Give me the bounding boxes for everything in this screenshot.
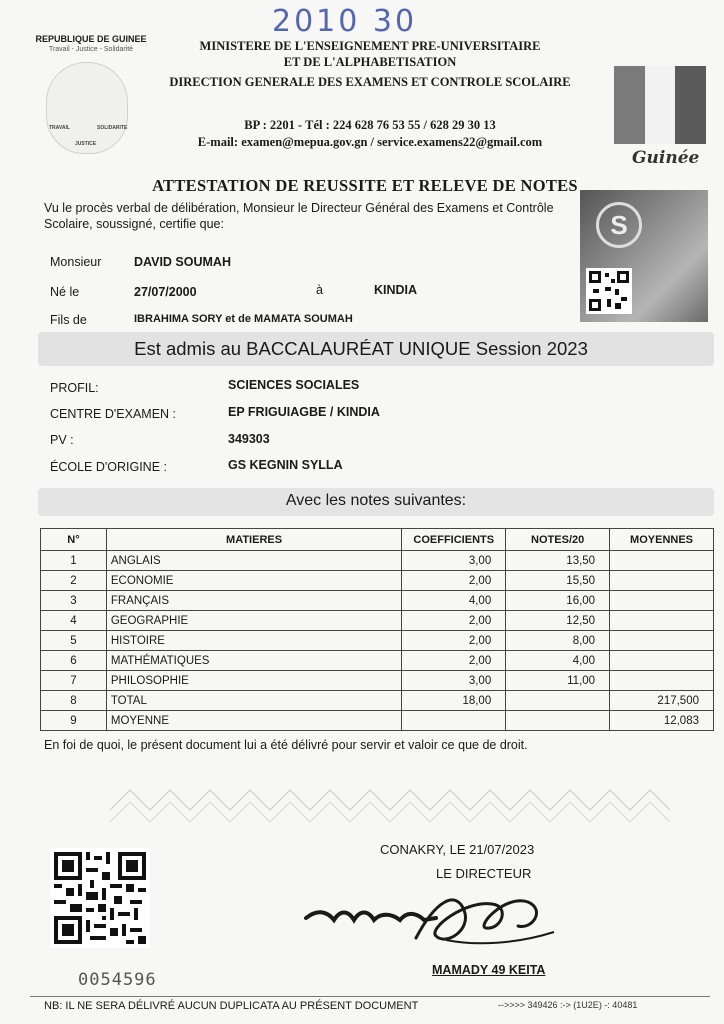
row-average xyxy=(610,671,714,691)
row-subject: MOYENNE xyxy=(106,711,401,731)
row-coefficient: 2,00 xyxy=(402,571,506,591)
security-wave-pattern xyxy=(110,760,670,840)
table-header-row xyxy=(41,529,714,551)
row-average: 12,083 xyxy=(610,711,714,731)
col-header-average: MOYENNES xyxy=(610,529,714,551)
table-row xyxy=(41,671,714,691)
contact-phone: BP : 2201 - Tél : 224 628 76 53 55 / 628 29 30 13 xyxy=(244,118,496,132)
row-note: 12,50 xyxy=(506,611,610,631)
born-label: Né le xyxy=(50,285,80,299)
row-coefficient: 3,00 xyxy=(402,671,506,691)
notes-heading: Avec les notes suivantes: xyxy=(285,492,467,509)
table-row-average xyxy=(41,711,714,731)
signer-title: LE DIRECTEUR xyxy=(436,866,532,881)
national-flag-icon xyxy=(614,66,706,144)
contact-email: E-mail: examen@mepua.gov.gn / service.examens22@gmail.com xyxy=(197,135,543,149)
row-subject: GEOGRAPHIE xyxy=(106,611,401,631)
ministry-direction: DIRECTION GENERALE DES EXAMENS ET CONTROLE SCOLAIRE xyxy=(169,75,571,89)
row-note: 4,00 xyxy=(506,651,610,671)
col-header-coefficient: COEFFICIENTS xyxy=(402,529,506,551)
table-row xyxy=(41,571,714,591)
row-average xyxy=(610,551,714,571)
signer-name: MAMADY 49 KEITA xyxy=(432,963,546,977)
row-coefficient xyxy=(402,711,506,731)
row-coefficient: 18,00 xyxy=(402,691,506,711)
row-number: 2 xyxy=(41,571,107,591)
row-average xyxy=(610,611,714,631)
row-average: 217,500 xyxy=(610,691,714,711)
row-average xyxy=(610,631,714,651)
row-note: 16,00 xyxy=(506,591,610,611)
flag-stripe-right xyxy=(675,66,706,144)
table-row xyxy=(41,551,714,571)
republic-name: REPUBLIQUE DE GUINEE xyxy=(35,34,147,44)
detail-value-profil: SCIENCES SOCIALES xyxy=(228,378,360,392)
ministry-line-2: ET DE L'ALPHABETISATION xyxy=(283,55,457,69)
row-coefficient: 2,00 xyxy=(402,631,506,651)
col-header-subject: MATIERES xyxy=(106,529,401,551)
qr-code-icon xyxy=(50,848,150,948)
footer-divider xyxy=(30,996,710,997)
row-subject: TOTAL xyxy=(106,691,401,711)
detail-label-profil: PROFIL: xyxy=(50,381,99,395)
signature-block xyxy=(380,838,534,886)
ministry-line-1: MINISTERE DE L'ENSEIGNEMENT PRE-UNIVERSITAIRE xyxy=(199,39,541,53)
row-average xyxy=(610,571,714,591)
row-coefficient: 2,00 xyxy=(402,611,506,631)
row-subject: MATHÉMATIQUES xyxy=(106,651,401,671)
admission-statement: Est admis au BACCALAURÉAT UNIQUE Session 2023 xyxy=(134,338,588,359)
detail-label-ecole: ÉCOLE D'ORIGINE : xyxy=(50,460,167,474)
row-subject: HISTOIRE xyxy=(106,631,401,651)
row-note: 11,00 xyxy=(506,671,610,691)
birth-date: 27/07/2000 xyxy=(134,285,197,299)
flag-stripe-left xyxy=(614,66,645,144)
closing-statement: En foi de quoi, le présent document lui a été délivré pour servir et valoir ce que de droit. xyxy=(44,738,528,752)
row-number: 5 xyxy=(41,631,107,651)
brand-logo: Guinée xyxy=(632,148,700,168)
row-note: 8,00 xyxy=(506,631,610,651)
row-number: 4 xyxy=(41,611,107,631)
at-label: à xyxy=(316,283,323,297)
emblem-left-label: TRAVAIL xyxy=(49,125,70,131)
row-number: 6 xyxy=(41,651,107,671)
row-subject: ECONOMIE xyxy=(106,571,401,591)
photo-watermark-icon: S xyxy=(596,202,642,248)
row-note: 13,50 xyxy=(506,551,610,571)
republic-header xyxy=(26,34,156,53)
serial-number: 0054596 xyxy=(78,970,157,990)
row-average xyxy=(610,591,714,611)
row-subject: PHILOSOPHIE xyxy=(106,671,401,691)
table-row xyxy=(41,611,714,631)
row-note xyxy=(506,691,610,711)
col-header-number: N° xyxy=(41,529,107,551)
grades-table xyxy=(40,528,714,731)
detail-label-pv: PV : xyxy=(50,433,74,447)
detail-value-centre: EP FRIGUIAGBE / KINDIA xyxy=(228,405,380,419)
row-note xyxy=(506,711,610,731)
handwritten-number: 2010 30 xyxy=(272,4,418,39)
table-row xyxy=(41,651,714,671)
place-date: CONAKRY, LE 21/07/2023 xyxy=(380,842,535,857)
table-row xyxy=(41,591,714,611)
detail-label-centre: CENTRE D'EXAMEN : xyxy=(50,407,177,421)
parents-names: IBRAHIMA SORY et de MAMATA SOUMAH xyxy=(134,313,353,325)
row-coefficient: 3,00 xyxy=(402,551,506,571)
flag-stripe-middle xyxy=(645,66,676,144)
row-number: 7 xyxy=(41,671,107,691)
row-subject: FRANÇAIS xyxy=(106,591,401,611)
footer-reference: -->>>> 349426 :-> (1U2E) -: 40481 xyxy=(498,1000,638,1010)
candidate-photo xyxy=(580,190,708,322)
birth-place: KINDIA xyxy=(374,283,418,297)
table-row xyxy=(41,631,714,651)
coat-of-arms-icon xyxy=(46,62,128,154)
monsieur-label: Monsieur xyxy=(50,255,102,269)
emblem-bottom-label: JUSTICE xyxy=(75,141,97,147)
contact-block xyxy=(150,117,590,151)
row-number: 3 xyxy=(41,591,107,611)
document-title: ATTESTATION DE REUSSITE ET RELEVE DE NOTES xyxy=(152,176,578,195)
photo-qr-code-icon xyxy=(586,268,632,314)
row-coefficient: 4,00 xyxy=(402,591,506,611)
row-coefficient: 2,00 xyxy=(402,651,506,671)
detail-value-ecole: GS KEGNIN SYLLA xyxy=(228,458,343,472)
row-subject: ANGLAIS xyxy=(106,551,401,571)
table-row-total xyxy=(41,691,714,711)
son-of-label: Fils de xyxy=(50,313,87,327)
row-number: 9 xyxy=(41,711,107,731)
col-header-note: NOTES/20 xyxy=(506,529,610,551)
row-number: 1 xyxy=(41,551,107,571)
row-note: 15,50 xyxy=(506,571,610,591)
ministry-header xyxy=(150,38,590,90)
footer-note: NB: IL NE SERA DÉLIVRÉ AUCUN DUPLICATA AU PRÉSENT DOCUMENT xyxy=(44,1000,419,1012)
candidate-name: DAVID SOUMAH xyxy=(134,255,231,269)
detail-value-pv: 349303 xyxy=(228,432,270,446)
emblem-right-label: SOLIDARITE xyxy=(97,125,128,131)
row-average xyxy=(610,651,714,671)
row-number: 8 xyxy=(41,691,107,711)
signature-icon xyxy=(296,880,576,950)
republic-motto: Travail - Justice - Solidarité xyxy=(48,46,134,53)
intro-text: Vu le procès verbal de délibération, Monsieur le Directeur Général des Examens et Contrôle Scolaire, soussigné, certifie que: xyxy=(44,201,554,231)
